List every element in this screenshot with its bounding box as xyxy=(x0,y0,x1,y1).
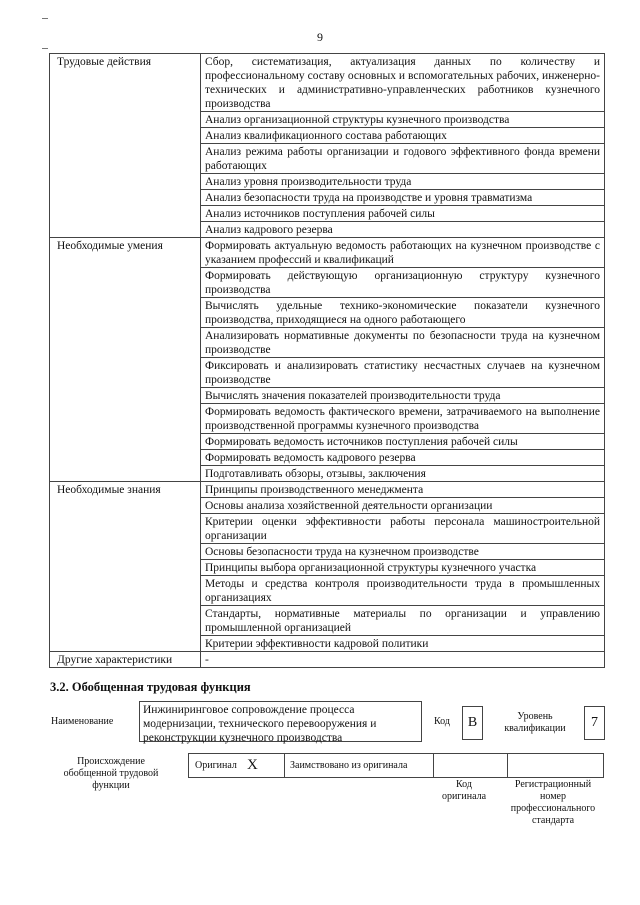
row-item: Анализ организационной структуры кузнечного производства xyxy=(201,112,605,128)
row-item: Вычислять удельные технико-экономические показатели кузнечного производства, приходящиеся на одного работающего xyxy=(201,298,605,328)
page-number: 9 xyxy=(317,30,323,44)
row-item: Основы безопасности труда на кузнечном производстве xyxy=(201,544,605,560)
row-label: Другие характеристики xyxy=(50,652,201,668)
borrowed-label: Заимствовано из оригинала xyxy=(290,760,408,771)
row-item: Принципы производственного менеджмента xyxy=(201,482,605,498)
row-item: Формировать ведомость источников поступления рабочей силы xyxy=(201,434,605,450)
row-item: Анализировать нормативные документы по безопасности труда на кузнечном производстве xyxy=(201,328,605,358)
original-label: Оригинал xyxy=(195,760,237,771)
row-item: Формировать действующую организационную структуру кузнечного производства xyxy=(201,268,605,298)
row-item: Анализ кадрового резерва xyxy=(201,222,605,238)
row-item: Критерии эффективности кадровой политики xyxy=(201,636,605,652)
code-value: B xyxy=(462,706,483,740)
registration-number-caption: Регистрационный номер профессионального стандарта xyxy=(510,779,596,826)
scan-mark xyxy=(42,18,48,19)
row-item: - xyxy=(201,652,605,668)
original-mark: X xyxy=(247,757,258,773)
code-label: Код xyxy=(434,716,450,727)
level-label: Уровень квалификации xyxy=(504,711,566,734)
table-row xyxy=(50,54,605,112)
row-label: Необходимые знания xyxy=(50,482,201,652)
row-item: Формировать ведомость кадрового резерва xyxy=(201,450,605,466)
row-item: Критерии оценки эффективности работы персонала машиностроительной организации xyxy=(201,514,605,544)
origin-divider xyxy=(284,754,285,777)
table-row xyxy=(50,652,605,668)
code-original-caption: Код оригинала xyxy=(441,779,487,802)
row-item: Анализ безопасности труда на производстве и уровня травматизма xyxy=(201,190,605,206)
row-item: Сбор, систематизация, актуализация данных по количеству и профессиональному составу основных и вспомогательных рабочих, инженерно-технических и административно-управленческих работников кузнечного производства xyxy=(201,54,605,112)
row-item: Методы и средства контроля производительности труда в промышленных организациях xyxy=(201,576,605,606)
level-value: 7 xyxy=(584,706,605,740)
row-item: Вычислять значения показателей производительности труда xyxy=(201,388,605,404)
origin-row xyxy=(188,753,604,778)
row-item: Принципы выбора организационной структуры кузнечного участка xyxy=(201,560,605,576)
table-row xyxy=(50,482,605,498)
row-item: Анализ режима работы организации и годового эффективного фонда времени работающих xyxy=(201,144,605,174)
origin-label: Происхождение обобщенной трудовой функции xyxy=(63,756,159,791)
competency-table xyxy=(49,53,605,668)
row-item: Фиксировать и анализировать статистику несчастных случаев на кузнечном производстве xyxy=(201,358,605,388)
row-item: Анализ источников поступления рабочей силы xyxy=(201,206,605,222)
table-row xyxy=(50,238,605,268)
row-label: Трудовые действия xyxy=(50,54,201,238)
row-item: Стандарты, нормативные материалы по организации и управлению промышленной организацией xyxy=(201,606,605,636)
function-name-value: Инжиниринговое сопровождение процесса модернизации, технического перевооружения и реконструкции кузнечного производства xyxy=(139,701,422,742)
section-title: 3.2. Обобщенная трудовая функция xyxy=(50,680,251,694)
row-item: Анализ квалификационного состава работающих xyxy=(201,128,605,144)
row-item: Основы анализа хозяйственной деятельности организации xyxy=(201,498,605,514)
row-item: Формировать актуальную ведомость работающих на кузнечном производстве с указанием профессий и квалификаций xyxy=(201,238,605,268)
row-label: Необходимые умения xyxy=(50,238,201,482)
origin-divider xyxy=(507,754,508,777)
name-label: Наименование xyxy=(51,716,114,727)
row-item: Формировать ведомость фактического времени, затрачиваемого на выполнение производственной программы кузнечного производства xyxy=(201,404,605,434)
row-item: Анализ уровня производительности труда xyxy=(201,174,605,190)
scan-mark xyxy=(42,48,48,49)
origin-divider xyxy=(433,754,434,777)
row-item: Подготавливать обзоры, отзывы, заключения xyxy=(201,466,605,482)
